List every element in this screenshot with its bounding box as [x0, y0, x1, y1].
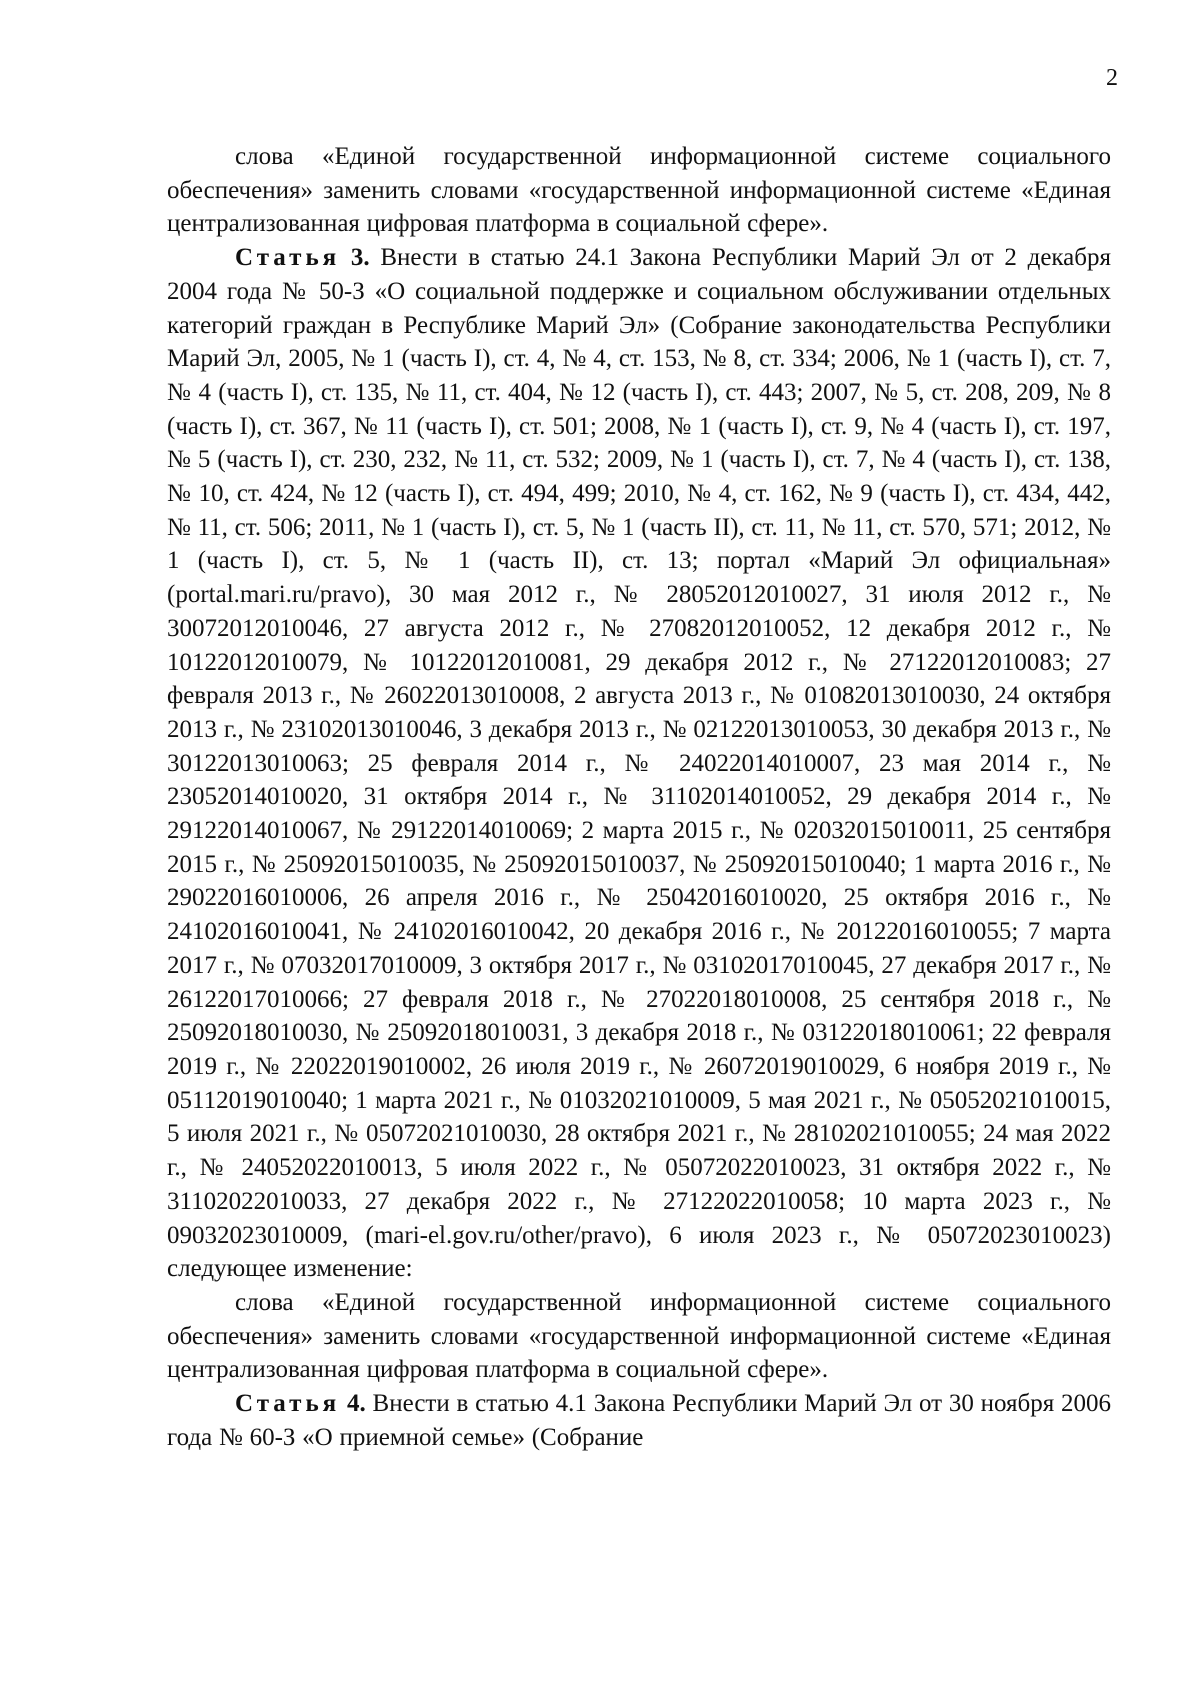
document-body: [167, 140, 1111, 1454]
article-3-text: Внести в статью 24.1 Закона Республики Марий Эл от 2 декабря 2004 года № 50-З «О социальной поддержке и социальном обслуживании отдельных категорий граждан в Республике Марий Эл» (Собрание законодательства Республики Марий Эл, 2005, № 1 (часть I), ст. 4, № 4, ст. 153, № 8, ст. 334; 2006, № 1 (часть I), ст. 7, № 4 (часть I), ст. 135, № 11, ст. 404, № 12 (часть I), ст. 443; 2007, № 5, ст. 208, 209, № 8 (часть I), ст. 367, № 11 (часть I), ст. 501; 2008, № 1 (часть I), ст. 9, № 4 (часть I), ст. 197, № 5 (часть I), ст. 230, 232, № 11, ст. 532; 2009, № 1 (часть I), ст. 7, № 4 (часть I), ст. 138, № 10, ст. 424, № 12 (часть I), ст. 494, 499; 2010, № 4, ст. 162, № 9 (часть I), ст. 434, 442, № 11, ст. 506; 2011, № 1 (часть I), ст. 5, № 1 (часть II), ст. 11, № 11, ст. 570, 571; 2012, № 1 (часть I), ст. 5, № 1 (часть II), ст. 13; портал «Марий Эл официальная» (portal.mari.ru/pravo), 30 мая 2012 г., № 28052012010027, 31 июля 2012 г., № 30072012010046, 27 августа 2012 г., № 27082012010052, 12 декабря 2012 г., № 10122012010079, № 10122012010081, 29 декабря 2012 г., № 27122012010083; 27 февраля 2013 г., № 26022013010008, 2 августа 2013 г., № 01082013010030, 24 октября 2013 г., № 23102013010046, 3 декабря 2013 г., № 02122013010053, 30 декабря 2013 г., № 30122013010063; 25 февраля 2014 г., № 24022014010007, 23 мая 2014 г., № 23052014010020, 31 октября 2014 г., № 31102014010052, 29 декабря 2014 г., № 29122014010067, № 29122014010069; 2 марта 2015 г., № 02032015010011, 25 сентября 2015 г., № 25092015010035, № 25092015010037, № 25092015010040; 1 марта 2016 г., № 29022016010006, 26 апреля 2016 г., № 25042016010020, 25 октября 2016 г., № 24102016010041, № 24102016010042, 20 декабря 2016 г., № 20122016010055; 7 марта 2017 г., № 07032017010009, 3 октября 2017 г., № 03102017010045, 27 декабря 2017 г., № 26122017010066; 27 февраля 2018 г., № 27022018010008, 25 сентября 2018 г., № 25092018010030, № 25092018010031, 3 декабря 2018 г., № 03122018010061; 22 февраля 2019 г., № 22022019010002, 26 июля 2019 г., № 26072019010029, 6 ноября 2019 г., № 05112019010040; 1 марта 2021 г., № 01032021010009, 5 мая 2021 г., № 05052021010015, 5 июля 2021 г., № 05072021010030, 28 октября 2021 г., № 28102021010055; 24 мая 2022 г., № 24052022010013, 5 июля 2022 г., № 05072022010023, 31 октября 2022 г., № 31102022010033, 27 декабря 2022 г., № 27122022010058; 10 марта 2023 г., № 09032023010009, (mari-el.gov.ru/other/pravo), 6 июля 2023 г., № 05072023010023) следующее изменение:: [167, 244, 1111, 1283]
article-4-paragraph: [167, 1387, 1111, 1454]
article-3-number: 3.: [350, 244, 370, 272]
article-3-label: Статья: [235, 244, 341, 272]
paragraph-replacement-2: слова «Единой государственной информационной системе социального обеспечения» заменить словами «государственной информационной системе «Единая централизованная цифровая платформа в социальной сфере».: [167, 1288, 1111, 1384]
article-4-label: Статья: [235, 1390, 341, 1418]
paragraph-replacement-1: слова «Единой государственной информационной системе социального обеспечения» заменить словами «государственной информационной системе «Единая централизованная цифровая платформа в социальной сфере».: [167, 143, 1111, 238]
article-3-paragraph: [167, 241, 1111, 1286]
article-4-number: 4.: [347, 1390, 366, 1418]
article-4-text: Внести в статью 4.1 Закона Республики Марий Эл от 30 ноября 2006 года № 60-З «О приемной семье» (Собрание: [167, 1390, 1112, 1451]
page-number: 2: [1106, 65, 1118, 91]
